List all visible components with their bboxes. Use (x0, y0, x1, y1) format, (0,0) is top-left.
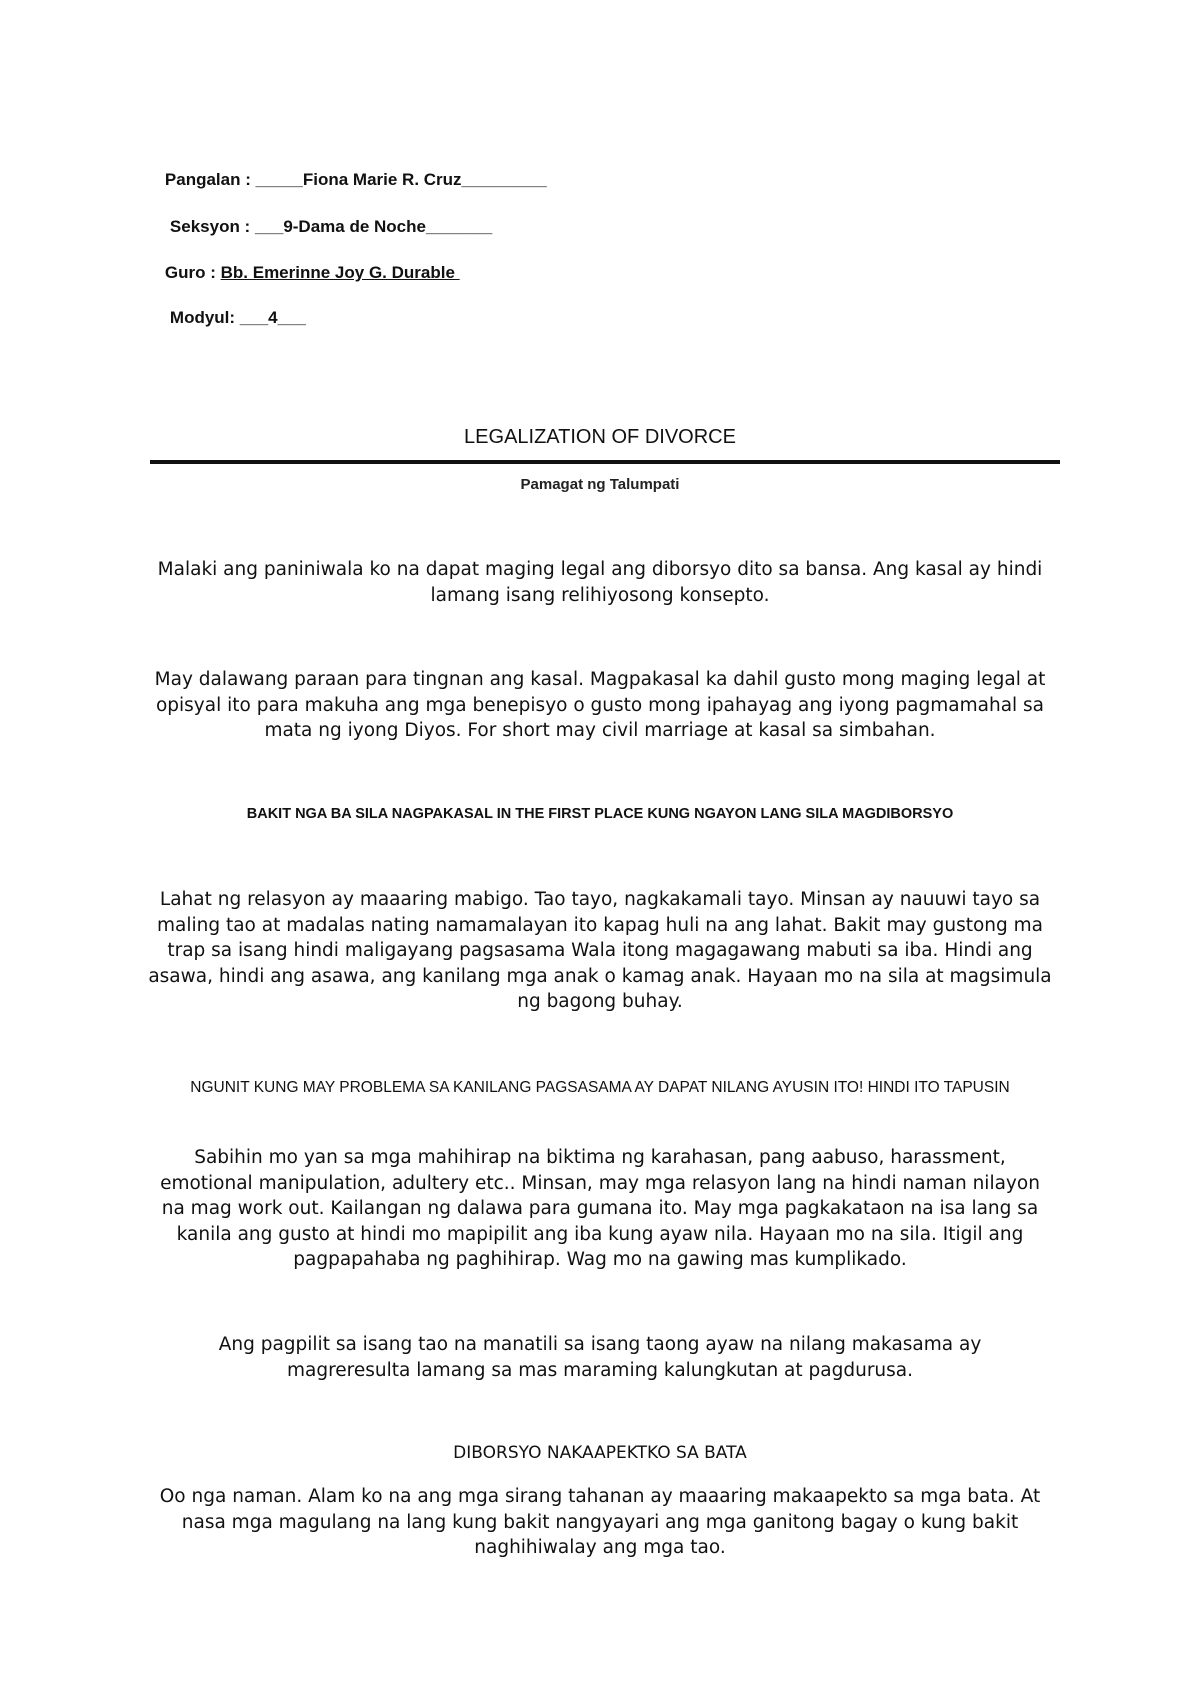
modyul-value: ___4___ (239, 308, 306, 327)
paragraph-sabihin: Sabihin mo yan sa mga mahihirap na biktima ng karahasan, pang aabuso, harassment, emotional manipulation, adultery etc.. Minsan, may mga relasyon lang na hindi naman nilayon na mag work out. Kailangan ng dalawa para gumana ito. May mga pagkakataon na isa lang sa kanila ang gusto at hindi mo mapipilit ang iba kung ayaw nila. Hayaan mo na sila. Itigil ang pagpapahaba ng paghihirap. Wag mo na gawing mas kumplikado. (160, 1147, 1040, 1270)
paragraph-bata: Oo nga naman. Alam ko na ang mga sirang tahanan ay maaaring makaapekto sa mga bata. At nasa mga magulang na lang kung bakit nangyayari ang mga ganitong bagay o kung bakit naghihiwalay ang mga tao. (159, 1486, 1041, 1558)
guro-label: Guro : (164, 263, 221, 282)
pangalan-value: _____Fiona Marie R. Cruz_________ (255, 170, 547, 189)
title-divider (150, 460, 1060, 464)
section-heading-bakit: BAKIT NGA BA SILA NAGPAKASAL IN THE FIRST PLACE KUNG NGAYON LANG SILA MAGDIBORSYO (246, 806, 954, 822)
paragraph-kasal: May dalawang paraan para tingnan ang kasal. Magpakasal ka dahil gusto mong maging legal at opisyal ito para makuha ang mga benepisyo o gusto mong ipahayag ang iyong pagmamahal sa mata ng iyong Diyos. For short may civil marriage at kasal sa simbahan. (154, 669, 1046, 741)
pangalan-label: Pangalan : (164, 170, 256, 189)
guro-value: Bb. Emerinne Joy G. Durable (220, 263, 460, 282)
paragraph-pagpilit: Ang pagpilit sa isang tao na manatili sa isang taong ayaw na nilang makasama ay magreresulta lamang sa mas maraming kalungkutan at pagdurusa. (218, 1334, 982, 1381)
modyul-label: Modyul: (169, 308, 240, 327)
paragraph-relasyon: Lahat ng relasyon ay maaaring mabigo. Tao tayo, nagkakamali tayo. Minsan ay nauuwi tayo sa maling tao at madalas nating namamalayan ito kapag huli na ang lahat. Bakit may gustong ma trap sa isang hindi maligayang pagsasama Wala itong magagawang mabuti sa iba. Hindi ang asawa, hindi ang asawa, ang kanilang mga anak o kamag anak. Hayaan mo na sila at magsimula ng bagong buhay. (148, 889, 1052, 1012)
section-heading-ngunit: NGUNIT KUNG MAY PROBLEMA SA KANILANG PAGSASAMA AY DAPAT NILANG AYUSIN ITO! HINDI ITO TAPUSIN (190, 1079, 1010, 1096)
document-title: LEGALIZATION OF DIVORCE (464, 426, 736, 448)
modyul-line (151, 288, 306, 348)
section-heading-diborsyo: DIBORSYO NAKAAPEKTKO SA BATA (453, 1443, 747, 1463)
seksyon-label: Seksyon : (169, 217, 255, 236)
seksyon-value: ___9-Dama de Noche_______ (254, 217, 493, 236)
paragraph-intro: Malaki ang paniniwala ko na dapat maging legal ang diborsyo dito sa bansa. Ang kasal ay hindi lamang isang relihiyosong konsepto. (157, 559, 1043, 606)
document-subtitle: Pamagat ng Talumpati (520, 476, 680, 493)
